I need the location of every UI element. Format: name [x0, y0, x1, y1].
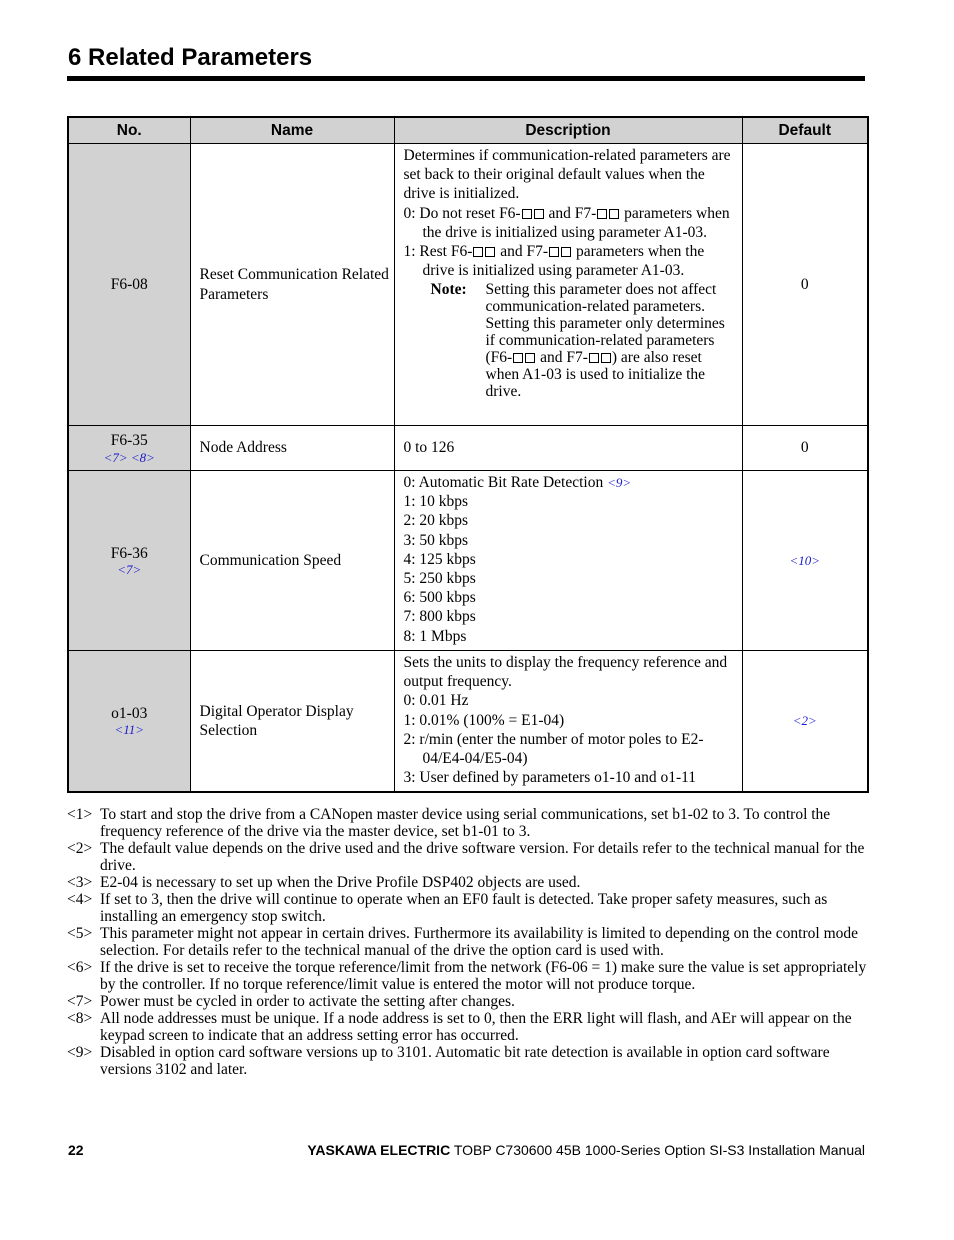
title-rule [67, 76, 865, 81]
param-number: F6-08 [68, 144, 190, 426]
param-default: 0 [742, 144, 868, 426]
param-name: Digital Operator Display Selection [190, 651, 394, 792]
reference-link[interactable]: <7> <8> [103, 449, 155, 465]
placeholder-box-icon [609, 209, 619, 219]
brand-name: YASKAWA ELECTRIC [307, 1142, 451, 1158]
table-row [68, 471, 868, 651]
option-0: 0: Do not reset F6- and F7- parameters when the drive is initialized using parameter A1-03. [403, 204, 730, 241]
param-number: o1-03 <11> [68, 651, 190, 792]
header-name: Name [190, 117, 394, 144]
option-line: Sets the units to display the frequency reference and output frequency. [403, 654, 728, 691]
param-description: 0 to 126 [394, 426, 742, 471]
placeholder-box-icon [601, 353, 611, 363]
footnote: <9> Disabled in option card software versions up to 3101. Automatic bit rate detection is available in option card software versions 3102 and later. [67, 1044, 830, 1078]
footnotes [67, 806, 867, 1078]
param-name: Reset Communication Related Parameters [190, 144, 394, 426]
reference-link[interactable]: <11> [114, 722, 145, 738]
option-line: 2: r/min (enter the number of motor poles to E2-04/E4-04/E5-04) [403, 730, 704, 768]
section-title: 6 Related Parameters [68, 44, 313, 71]
param-number: F6-36 <7> [68, 471, 190, 651]
placeholder-box-icon [522, 209, 532, 219]
option-line: 6: 500 kbps [403, 589, 476, 607]
manual-title: TOBP C730600 45B 1000-Series Option SI-S3 Installation Manual [450, 1142, 865, 1158]
placeholder-box-icon [561, 247, 571, 257]
param-name: Communication Speed [190, 471, 394, 651]
footnote: <1> To start and stop the drive from a CANopen master device using serial communications, set b1-02 to 3. To control the frequency reference of the drive via the master device, set b1-01 to 3. [67, 806, 831, 840]
param-default [742, 471, 868, 651]
option-line: 5: 250 kbps [403, 570, 476, 588]
note [431, 281, 738, 400]
placeholder-box-icon [589, 353, 599, 363]
param-number: F6-35 <7> <8> [68, 426, 190, 471]
param-description [394, 471, 742, 651]
header-default: Default [742, 117, 868, 144]
option-1: 1: Rest F6- and F7- parameters when the drive is initialized using parameter A1-03. [403, 243, 705, 280]
footnote: <4> If set to 3, then the drive will continue to operate when an EF0 fault is detected. Take proper safety measures, such as installing an emergency stop switch. [67, 891, 828, 925]
option-line: 1: 0.01% (100% = E1-04) [403, 711, 565, 729]
table-row [68, 144, 868, 426]
footnote: <7> Power must be cycled in order to activate the setting after changes. [67, 993, 515, 1010]
option-line: 3: User defined by parameters o1-10 and o1-11 [403, 769, 697, 787]
placeholder-box-icon [597, 209, 607, 219]
option-line: 7: 800 kbps [403, 608, 476, 626]
option-line: 3: 50 kbps [403, 531, 469, 549]
param-description [394, 144, 742, 426]
option-line: 0: Automatic Bit Rate Detection <9> [403, 474, 632, 491]
option-line: 0: 0.01 Hz [403, 692, 469, 710]
parameters-table [67, 116, 869, 793]
placeholder-box-icon [549, 247, 559, 257]
note-label: Note: [430, 281, 467, 299]
note-text: Setting this parameter does not affect communication-related parameters. Setting this parameter only determines if communication-related parameters (F6- and F7- ) are also reset when A1-03 is used to initialize the drive. [485, 281, 725, 401]
param-default [742, 651, 868, 792]
page-number: 22 [68, 1142, 84, 1158]
reference-link[interactable]: <7> [117, 562, 142, 578]
table-row [68, 651, 868, 792]
table-row [68, 426, 868, 471]
footnote: <5> This parameter might not appear in certain drives. Furthermore its availability is limited to depending on the control mode selection. For details refer to the technical manual of the drive the option card is used with. [67, 925, 859, 959]
option-line: 4: 125 kbps [403, 550, 476, 568]
param-description [394, 651, 742, 792]
footnote: <3> E2-04 is necessary to set up when the Drive Profile DSP402 objects are used. [67, 874, 581, 891]
placeholder-box-icon [473, 247, 483, 257]
placeholder-box-icon [485, 247, 495, 257]
param-name: Node Address [190, 426, 394, 471]
footnote: <8> All node addresses must be unique. If a node address is set to 0, then the ERR light will flash, and AEr will appear on the keypad screen to indicate that an address setting error has occurred. [67, 1010, 852, 1044]
footnote: <6> If the drive is set to receive the torque reference/limit from the network (F6-06 = 1) make sure the value is set appropriately by the controller. If no torque reference/limit value is entered the motor will not produce torque. [67, 959, 867, 993]
reference-link[interactable]: <10> [789, 552, 821, 568]
description-intro: Determines if communication-related parameters are set back to their original default values when the drive is initialized. [403, 147, 731, 203]
header-description: Description [394, 117, 742, 144]
header-no: No. [68, 117, 190, 144]
param-default: 0 [742, 426, 868, 471]
placeholder-box-icon [525, 353, 535, 363]
placeholder-box-icon [513, 353, 523, 363]
option-line: 8: 1 Mbps [403, 627, 467, 645]
footer-title [307, 1142, 865, 1158]
reference-link[interactable]: <9> [607, 475, 632, 490]
option-line: 1: 10 kbps [403, 493, 469, 511]
placeholder-box-icon [534, 209, 544, 219]
footnote: <2> The default value depends on the drive used and the drive software version. For details refer to the technical manual for the drive. [67, 840, 865, 874]
reference-link[interactable]: <2> [792, 713, 817, 729]
table-header-row [68, 117, 868, 144]
option-line: 2: 20 kbps [403, 512, 469, 530]
